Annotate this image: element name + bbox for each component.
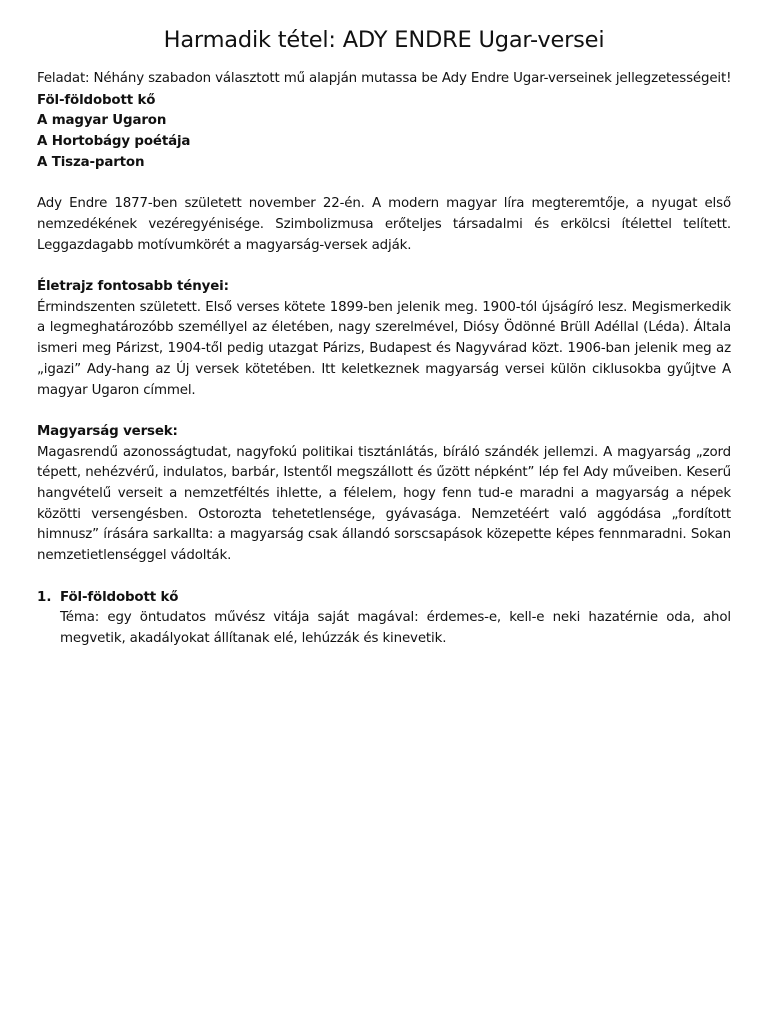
magyarsag-heading: Magyarság versek:: [37, 423, 178, 439]
poem-item: Föl-földobott kő: [37, 92, 156, 108]
item-number: 1.: [37, 589, 52, 605]
task-paragraph: Feladat: Néhány szabadon választott mű alapján mutassa be Ady Endre Ugar-verseinek jellegzetességeit!: [37, 71, 732, 86]
poem-item: A Tisza-parton: [37, 154, 145, 170]
spacer: [37, 174, 731, 195]
poem-list: [37, 91, 731, 174]
numbered-item: [37, 588, 731, 650]
spacer: [37, 401, 731, 422]
spacer: [37, 567, 731, 588]
intro-paragraph: Ady Endre 1877-ben született november 22-én. A modern magyar líra megteremtője, a nyugat első nemzedékének vezéregyénisége. Szimbolizmusa erőteljes társadalmi és erkölcsi ítélettel telített. Leggazdagabb motívumkörét a magyarság-versek adják.: [37, 196, 731, 253]
item-text: Téma: egy öntudatos művész vitája saját magával: érdemes-e, kell-e neki hazatérnie oda, ahol megvetik, akadályokat állítanak elé, lehúzzák és kinevetik.: [60, 610, 731, 646]
bio-paragraph: Érmindszenten született. Első verses kötete 1899-ben jelenik meg. 1900-tól újságíró lesz. Megismerkedik a legmeghatározóbb személlyel az életében, nagy szerelmével, Diósy Ödönné Brüll Adéllal (Léda). Általa ismeri meg Párizst, 1904-től pedig utazgat Párizs, Budapest és Nagyvárad közt. 1906-ban jelenik meg az „igazi” Ady-hang az Új versek kötetében. Itt keletkeznek magyarság versei külön ciklusokba gyűjtve A magyar Ugaron címmel.: [37, 299, 731, 398]
poem-item: A Hortobágy poétája: [37, 134, 191, 150]
bio-heading: Életrajz fontosabb tényei:: [37, 279, 229, 294]
page-title: Harmadik tétel: ADY ENDRE Ugar-versei: [163, 27, 605, 53]
poem-item: A magyar Ugaron: [37, 113, 167, 129]
item-heading: Föl-földobott kő: [60, 589, 179, 605]
spacer: [37, 256, 731, 277]
magyarsag-paragraph: Magasrendű azonosságtudat, nagyfokú politikai tisztánlátás, bíráló szándék jellemzi. A magyarság „zord tépett, nehézvérű, indulatos, barbár, Istentől megszállott és űzött népként” lép fel Ady műveiben. Keserű hangvételű verseit a nemzetféltés ihlette, a félelem, hogy fenn tud-e maradni a magyarság a népek közötti versengésben. Ostorozta tehetetlensége, gyávasága. Nemzetéért való aggódása „fordított himnusz” írására sarkallta: a magyarság csak állandó sorscsapások közepette képes fennmaradni. Sokan nemzetietlenséggel vádolták.: [37, 444, 731, 564]
item-body: [60, 588, 731, 650]
